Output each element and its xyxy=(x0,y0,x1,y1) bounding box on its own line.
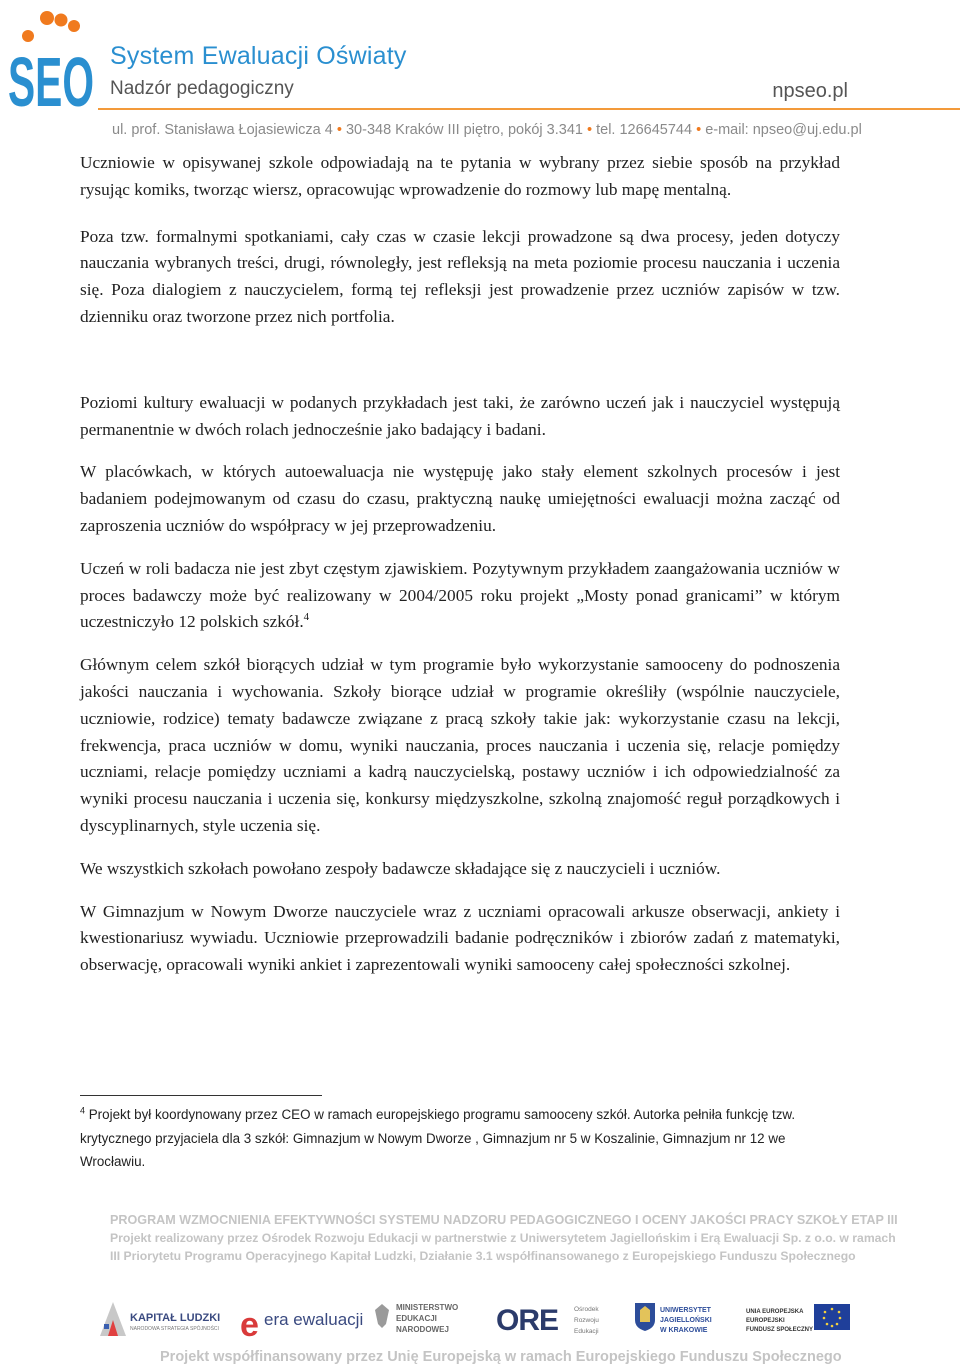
footnote-text: Projekt był koordynowany przez CEO w ramach europejskiego programu samooceny szkół. Autorka pełniła funkcję tzw. krytycznego przyjaciela dla 3 szkół: Gimnazjum w Nowym Dworze , Gimnazjum nr 5 w Koszalinie, Gimnazjum nr 12 we Wrocławiu. xyxy=(80,1107,796,1169)
footer-program-info xyxy=(110,1211,898,1265)
brand-site: npseo.pl xyxy=(772,80,848,102)
footnote-reference[interactable]: 4 xyxy=(303,611,310,624)
paragraph: Głównym celem szkół biorących udział w tym programie było wykorzystanie samooceny do podnoszenia jakości nauczania i wychowania. Szkoły biorące udział w programie określiły (wspólnie nauczyciele, uczniowie, rodzice) tematy badawcze związane z pracą szkoły takie jak: wykorzystanie czasu na lekcji, frekwencja, praca uczniów w domu, wyniki nauczania, proces nauczania i uczenia się, relacje pomiędzy uczniami, relacje pomiędzy uczniami a kadrą nauczycielską, postawy uczniów i ich odpowiedzialność za wyniki procesu nauczania i uczenia się, konkursy międzyszkolne, szkolną znajomość reguł porządkowych i dyscyplinarnych, style uczenia się. xyxy=(80,655,840,835)
uj-name xyxy=(660,1306,712,1336)
kapital-ludzki-subtitle: NARODOWA STRATEGIA SPÓJNOŚCI xyxy=(130,1326,219,1332)
uj-crest-icon xyxy=(634,1302,656,1332)
footer-line: Projekt realizowany przez Ośrodek Rozwoju Edukacji w partnerstwie z Uniwersytetem Jagiellońskim i Erą Ewaluacji Sp. z o.o. w ramach xyxy=(110,1231,896,1245)
address-bullet: • xyxy=(696,122,702,138)
ore-line: Edukacji xyxy=(574,1328,599,1335)
era-ewaluacji-text: era ewaluacji xyxy=(264,1310,364,1329)
eu-line: FUNDUSZ SPOŁECZNY xyxy=(746,1327,814,1333)
brand-title: System Ewaluacji Oświaty xyxy=(110,42,407,70)
header-divider xyxy=(98,108,960,110)
page-header xyxy=(0,0,960,145)
paragraph: W placówkach, w których autoewaluacja nie występuję jako stały element szkolnych procesów i jest badaniem podejmowanym od czasu do czasu, praktyczną naukę umiejętności ewaluacji można zacząć od zaproszenia uczniów do współpracy w jej przeprowadzeniu. xyxy=(80,462,840,535)
ministry-line: NARODOWEJ xyxy=(396,1325,449,1334)
footer-line: III Priorytetu Programu Operacyjnego Kapitał Ludzki, Działanie 3.1 współfinansowanego z Europejskiego Funduszu Społecznego xyxy=(110,1249,856,1263)
eu-name xyxy=(746,1308,813,1335)
kapital-ludzki-emblem-icon xyxy=(100,1302,126,1336)
paragraph: Poziomi kultury ewaluacji w podanych przykładach jest taki, że zarówno uczeń jak i nauczyciel występują permanentnie w dwóch rolach jednocześnie jako badający i badani. xyxy=(80,392,840,439)
paragraph xyxy=(80,556,840,636)
footer-cofinancing: Projekt współfinansowany przez Unię Europejską w ramach Europejskiego Funduszu Społecznego xyxy=(160,1349,842,1365)
footnote-number: 4 xyxy=(80,1105,86,1116)
paragraph: Poza tzw. formalnymi spotkaniami, cały czas w czasie lekcji prowadzone są dwa procesy, jeden dotyczy nauczania wybranych treści, drugi, równoległy, jest refleksją na meta poziomie procesu nauczania i uczenia się. Poza dialogiem z nauczycielem, formą tej refleksji jest prowadzenie przez uczniów zapisów w tzw. dzienniku oraz tworzone przez nich portfolia. xyxy=(80,226,840,326)
partner-logos xyxy=(90,1290,880,1350)
paragraph: We wszystkich szkołach powołano zespoły badawcze składające się z nauczycieli i uczniów. xyxy=(80,858,721,878)
ministry-line: MINISTERSTWO xyxy=(396,1303,459,1312)
ore-line: Rozwoju xyxy=(574,1317,599,1324)
address-bullet: • xyxy=(336,122,342,138)
footer-line: PROGRAM WZMOCNIENIA EFEKTYWNOŚCI SYSTEMU NADZORU PEDAGOGICZNEGO I OCENY JAKOŚCI PRACY SZKOŁY ETAP III xyxy=(110,1213,898,1227)
seo-logo xyxy=(6,8,98,121)
address-city: 30-348 Kraków III piętro, pokój 3.341 xyxy=(345,122,583,138)
svg-text:e: e xyxy=(240,1306,259,1344)
ore-name xyxy=(574,1304,599,1337)
paragraph: Uczniowie w opisywanej szkole odpowiadają na te pytania w wybrany przez siebie sposób na przykład rysując komiks, tworząc wiersz, opracowując wprowadzenie do rozmowy lub mapę mentalną. xyxy=(80,153,840,199)
uj-line: JAGIELLOŃSKI xyxy=(660,1317,712,1324)
ore-logo-text: ORE xyxy=(496,1304,559,1337)
ore-line: Ośrodek xyxy=(574,1306,599,1313)
ministry-name xyxy=(396,1302,458,1335)
footnote-divider xyxy=(80,1095,322,1096)
era-ewaluacji-emblem-icon xyxy=(240,1304,264,1344)
address-email: e-mail: npseo@uj.edu.pl xyxy=(705,122,862,138)
address-bullet: • xyxy=(587,122,593,138)
uj-line: UNIWERSYTET xyxy=(660,1307,711,1314)
ministry-eagle-icon xyxy=(372,1302,392,1328)
footnote xyxy=(80,1103,840,1174)
paragraph: W Gimnazjum w Nowym Dworze nauczyciele wraz z uczniami opracowali arkusze obserwacji, ankiety i kwestionariusz wywiadu. Uczniowie przeprowadzili badanie podręczników i zbiorów zadań z matematyki, obserwację, opracowali wyniki ankiet i zaprezentowali wyniki samooceny całej społeczności szkolnej. xyxy=(80,901,840,975)
header-address xyxy=(112,122,862,138)
eu-line: UNIA EUROPEJSKA xyxy=(746,1309,804,1315)
document-body xyxy=(80,150,840,979)
ministry-line: EDUKACJI xyxy=(396,1314,437,1323)
paragraph-text: Uczeń w roli badacza nie jest zbyt częstym zjawiskiem. Pozytywnym przykładem zaangażowania uczniów w proces badawczy może być realizowany w 2004/2005 roku projekt „Mosty ponad granicami” w którym uczestniczyło 12 polskich szkół. xyxy=(80,558,840,632)
address-street: ul. prof. Stanisława Łojasiewicza 4 xyxy=(112,122,333,138)
eu-line: EUROPEJSKI xyxy=(746,1318,785,1324)
kapital-ludzki-title: KAPITAŁ LUDZKI xyxy=(130,1312,221,1324)
eu-flag-icon xyxy=(814,1304,850,1330)
brand-subtitle: Nadzór pedagogiczny xyxy=(110,78,294,99)
logo-text: SEO xyxy=(8,43,94,121)
uj-line: W KRAKOWIE xyxy=(660,1327,708,1334)
address-phone: tel. 126645744 xyxy=(596,122,693,138)
